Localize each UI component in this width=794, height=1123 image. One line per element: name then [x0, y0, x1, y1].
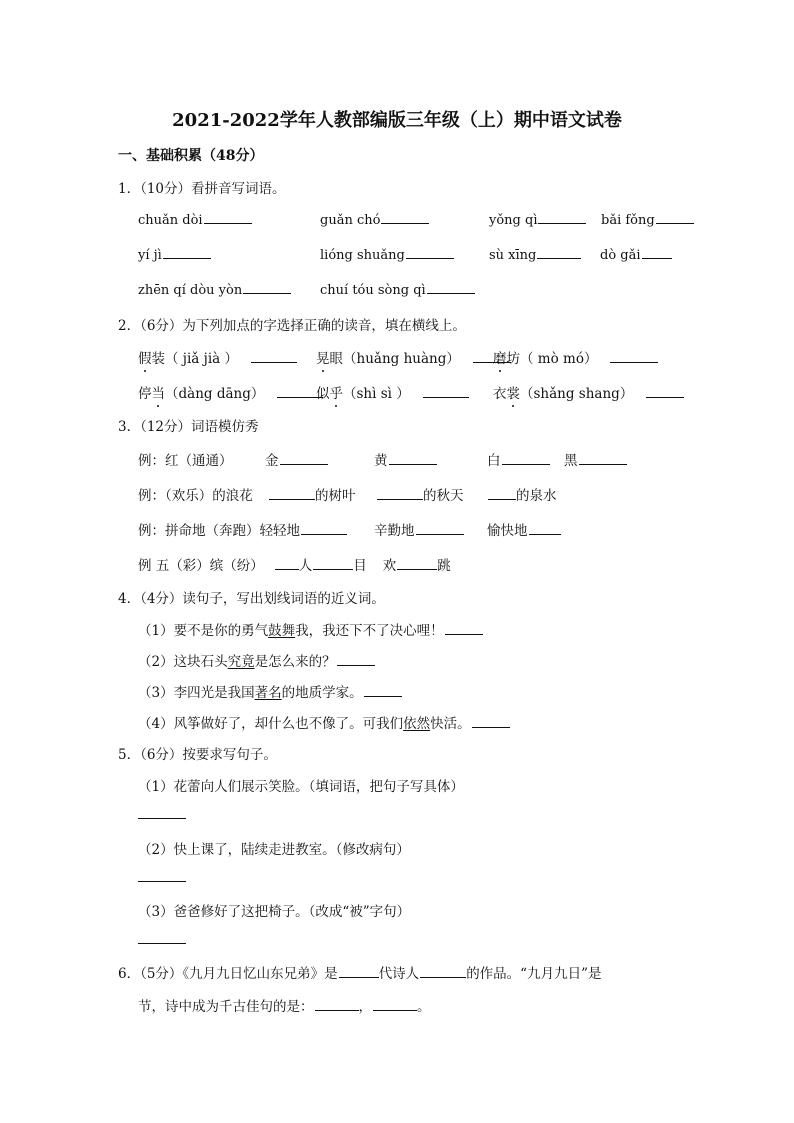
sentence-item: （1）花蕾向人们展示笑脸。（填词语，把句子写具体） — [138, 779, 464, 795]
answer-blank[interactable] — [339, 965, 379, 978]
answer-blank[interactable] — [502, 452, 550, 465]
example-text: 例：（欢乐）的浪花 — [138, 488, 253, 504]
answer-blank[interactable] — [364, 684, 402, 697]
pinyin-item — [600, 246, 672, 263]
answer-line[interactable] — [138, 943, 186, 944]
answer-blank[interactable] — [420, 965, 466, 978]
answer-blank[interactable] — [406, 246, 454, 259]
answer-blank[interactable] — [301, 522, 347, 535]
prompt-text: 的泉水 — [516, 488, 557, 504]
dotted-char: 磨 — [493, 351, 507, 367]
answer-blank[interactable] — [280, 452, 328, 465]
sentence-item — [138, 681, 402, 701]
prompt-char: 人 — [298, 558, 313, 574]
answer-blank[interactable] — [579, 452, 627, 465]
answer-blank[interactable] — [377, 487, 423, 500]
pinyin-item — [489, 246, 581, 263]
sentence-text: 代诗人 — [378, 966, 420, 982]
answer-blank[interactable] — [445, 622, 483, 635]
answer-blank[interactable] — [488, 487, 516, 500]
pinyin-item — [320, 281, 475, 298]
underlined-word: 鼓舞 — [268, 623, 296, 639]
prompt-char: 白 — [487, 453, 501, 469]
answer-blank[interactable] — [646, 385, 684, 398]
prompt-char: 黑 — [564, 453, 578, 469]
reading-options: （shǎng shang） — [520, 386, 634, 402]
answer-blank[interactable] — [642, 246, 672, 259]
answer-blank[interactable] — [275, 557, 299, 570]
fill-item — [487, 519, 561, 539]
fill-item — [564, 449, 627, 469]
punctuation: 。 — [417, 999, 431, 1015]
pinyin-text: zhēn qí dòu yòn — [138, 283, 243, 298]
fill-item — [374, 449, 437, 469]
answer-line[interactable] — [138, 881, 186, 882]
dotted-char: 晃 — [316, 351, 330, 367]
answer-blank[interactable] — [537, 246, 581, 259]
pinyin-text: guǎn chó — [320, 213, 381, 228]
pinyin-text: sù xīng — [489, 248, 537, 263]
fill-item — [374, 519, 464, 539]
char-text: 似 — [316, 386, 330, 402]
char-text: 衣 — [493, 386, 507, 402]
question-6-header: 6．（5分）《九月九日忆山东兄弟》是 — [118, 966, 338, 982]
underlined-word: 依然 — [403, 716, 431, 732]
answer-blank[interactable] — [381, 211, 429, 224]
prompt-char: 黄 — [374, 453, 388, 469]
answer-blank[interactable] — [389, 452, 437, 465]
reading-options: （dàng dāng） — [165, 386, 265, 402]
reading-options: 眼（huǎng huàng） — [329, 351, 460, 367]
prompt-char: 跳 — [437, 558, 451, 574]
answer-blank[interactable] — [163, 246, 211, 259]
sentence-text: （4）风筝做好了，却什么也不像了。可我们 — [138, 716, 404, 732]
answer-blank[interactable] — [416, 522, 464, 535]
answer-blank[interactable] — [269, 487, 315, 500]
fill-item — [268, 484, 356, 504]
pinyin-text: yǒng qì — [489, 213, 538, 228]
pinyin-text: dò gǎi — [600, 248, 641, 263]
dotted-char: 乎 — [329, 386, 343, 402]
sentence-item — [138, 712, 510, 732]
reading-options: 装（ jiǎ jià ） — [151, 351, 238, 367]
dotted-char: 当 — [151, 386, 165, 402]
answer-blank[interactable] — [656, 211, 694, 224]
dotted-char: 裳 — [506, 386, 520, 402]
pinyin-item — [138, 281, 291, 298]
prompt-char: 欢 — [382, 558, 397, 574]
reading-options: 坊（ mò mó） — [506, 351, 598, 367]
question-3-header: 3．（12分）词语模仿秀 — [118, 419, 259, 435]
prompt-text: 例 五（彩）缤（纷） — [138, 558, 264, 574]
sentence-text: 快活。 — [430, 716, 471, 732]
sentence-text: 的地质学家。 — [281, 685, 363, 701]
pinyin-text: chuǎn dòi — [138, 213, 203, 228]
pinyin-text: chuí tóu sòng qì — [320, 283, 426, 298]
pinyin-item — [138, 246, 211, 263]
answer-blank[interactable] — [397, 557, 437, 570]
question-6-line-1 — [118, 962, 602, 982]
answer-line[interactable] — [138, 818, 186, 819]
answer-blank[interactable] — [251, 350, 297, 363]
answer-blank[interactable] — [472, 715, 510, 728]
pinyin-text: yí jì — [138, 248, 162, 263]
fill-item — [487, 449, 550, 469]
answer-blank[interactable] — [427, 281, 475, 294]
answer-blank[interactable] — [315, 998, 359, 1011]
question-2-header: 2．（6分）为下列加点的字选择正确的读音，填在横线上。 — [118, 318, 466, 334]
fill-item — [487, 484, 557, 504]
sentence-text: 节，诗中成为千古佳句的是： — [138, 999, 314, 1015]
reading-item — [138, 382, 323, 402]
answer-blank[interactable] — [243, 281, 291, 294]
sentence-item: （2）快上课了，陆续走进教室。（修改病句） — [138, 842, 410, 858]
pinyin-item — [138, 211, 252, 228]
question-4-header: 4．（4分）读句子，写出划线词语的近义词。 — [118, 591, 385, 607]
prompt-text: 的树叶 — [315, 488, 356, 504]
reading-item — [138, 347, 297, 367]
sentence-text: 是怎么来的？ — [254, 654, 336, 670]
sentence-text: 的作品。“九月九日”是 — [466, 966, 602, 982]
question-6-line-2 — [138, 995, 431, 1015]
reading-item — [493, 347, 658, 367]
punctuation: ， — [358, 999, 372, 1015]
answer-blank[interactable] — [610, 350, 658, 363]
underlined-word: 究竟 — [227, 654, 255, 670]
dotted-char: 假 — [138, 351, 152, 367]
question-1-header: 1．（10分）看拼音写词语。 — [118, 181, 286, 197]
example-text: 例：红（通通） — [138, 453, 233, 469]
reading-options: （shì sì ） — [343, 386, 410, 402]
answer-blank[interactable] — [337, 653, 375, 666]
prompt-text: 愉快地 — [487, 523, 528, 539]
prompt-char: 目 — [353, 558, 367, 574]
pinyin-text: bǎi fǒng — [601, 213, 655, 228]
answer-blank[interactable] — [204, 211, 252, 224]
example-text — [138, 519, 347, 539]
fill-item — [376, 484, 464, 504]
section-heading: 一、基础积累（48分） — [118, 148, 264, 164]
pinyin-text: lióng shuǎng — [320, 248, 405, 263]
underlined-word: 著名 — [254, 685, 282, 701]
pinyin-item — [601, 211, 694, 228]
pinyin-item — [320, 211, 429, 228]
sentence-item: （3）爸爸修好了这把椅子。（改成“被”字句） — [138, 904, 411, 920]
pinyin-item — [320, 246, 454, 263]
reading-item — [316, 382, 469, 402]
fill-item — [265, 449, 328, 469]
question-5-header: 5．（6分）按要求写句子。 — [118, 747, 277, 763]
answer-blank[interactable] — [538, 211, 586, 224]
pinyin-item — [489, 211, 586, 228]
sentence-text: （2）这块石头 — [138, 654, 228, 670]
sentence-item — [138, 650, 375, 670]
reading-item — [493, 382, 684, 402]
sentence-text: （3）李四光是我国 — [138, 685, 255, 701]
sentence-text: 我，我还下不了决心哩！ — [295, 623, 444, 639]
answer-blank[interactable] — [373, 998, 417, 1011]
prompt-text: 例：拼命地（奔跑）轻轻地 — [138, 523, 300, 539]
sentence-text: （1）要不是你的勇气 — [138, 623, 269, 639]
char-text: 停 — [138, 386, 152, 402]
prompt-char: 金 — [265, 453, 279, 469]
answer-blank[interactable] — [529, 522, 561, 535]
prompt-text: 的秋天 — [423, 488, 464, 504]
example-text — [138, 554, 451, 574]
answer-blank[interactable] — [423, 385, 469, 398]
page-title: 2021-2022学年人教部编版三年级（上）期中语文试卷 — [172, 110, 622, 131]
answer-blank[interactable] — [313, 557, 353, 570]
prompt-text: 辛勤地 — [374, 523, 415, 539]
sentence-item — [138, 619, 483, 639]
reading-item — [316, 347, 511, 367]
